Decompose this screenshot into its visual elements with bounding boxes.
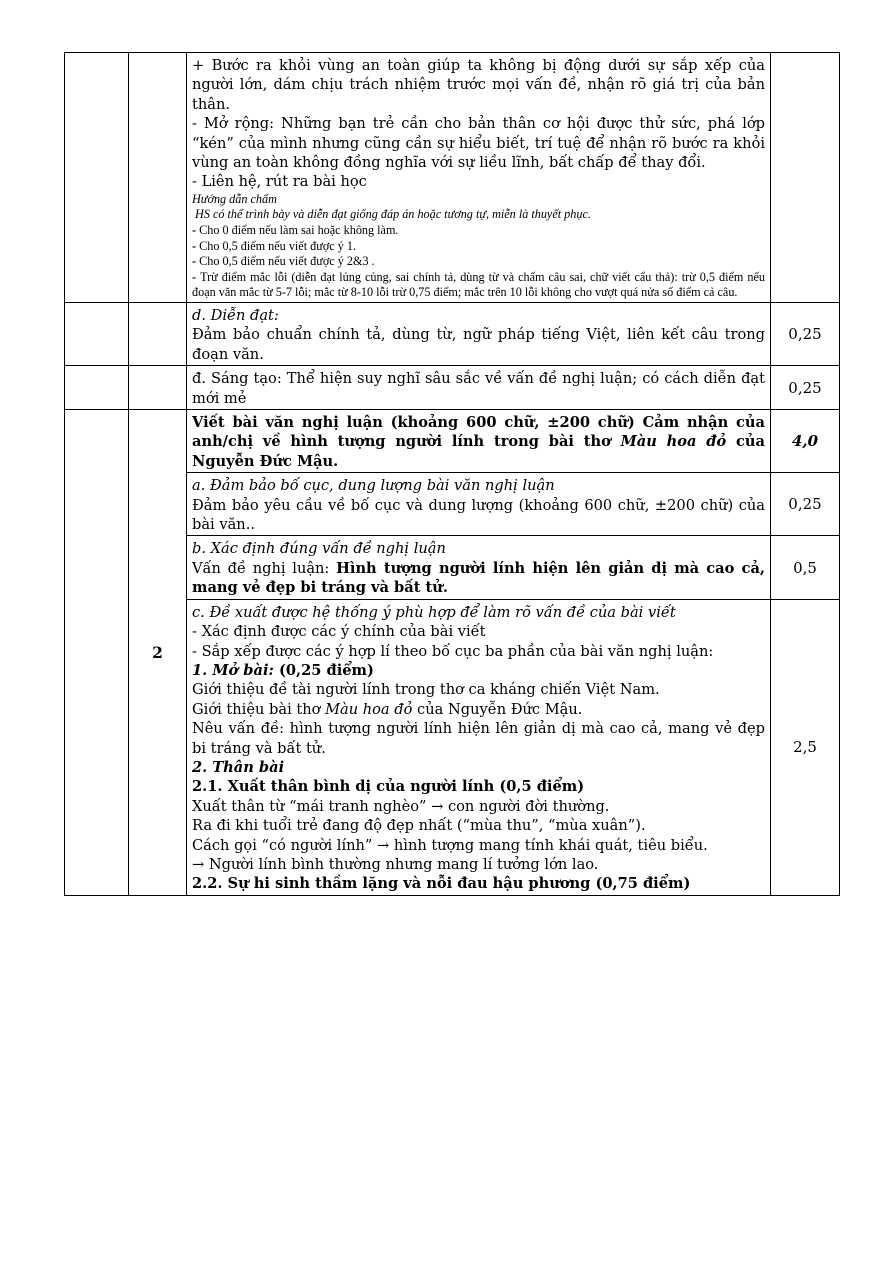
criterion-heading: c. Đề xuất được hệ thống ý phù hợp để làm rõ vấn đề của bài viết	[192, 603, 676, 621]
criterion-text: Vấn đề nghị luận: Hình tượng người lính hiện lên giản dị mà cao cả, mang vẻ đẹp bi tráng và bất tử.	[192, 559, 765, 597]
row-question-2	[65, 410, 840, 473]
content-cell	[187, 473, 771, 536]
guide-line: - Cho 0 điểm nếu làm sai hoặc không làm.	[192, 223, 399, 238]
question-number: 2	[129, 410, 187, 896]
content-cell	[187, 53, 771, 303]
text-line: Giới thiệu đề tài người lính trong thơ ca kháng chiến Việt Nam.	[192, 681, 660, 699]
subsection-heading: 2.1. Xuất thân bình dị của người lính (0,5 điểm)	[192, 778, 585, 796]
text-line: Xuất thân từ “mái tranh nghèo” → con người đời thường.	[192, 797, 610, 815]
content-cell	[187, 536, 771, 599]
criterion-heading: b. Xác định đúng vấn đề nghị luận	[192, 540, 446, 558]
score-cell: 0,25	[771, 473, 840, 536]
total-score: 4,0	[771, 410, 840, 473]
score-cell	[771, 53, 840, 303]
content-cell	[187, 599, 771, 895]
content-cell	[187, 303, 771, 366]
text-line: Ra đi khi tuổi trẻ đang độ đẹp nhất (“mùa thu”, “mùa xuân”).	[192, 817, 646, 835]
content-cell	[187, 366, 771, 410]
subsection-heading: 2.2. Sự hi sinh thầm lặng và nỗi đau hậu phương (0,75 điểm)	[192, 875, 691, 893]
score-cell: 2,5	[771, 599, 840, 895]
section-heading: 2. Thân bài	[192, 758, 285, 776]
col2-cell	[129, 303, 187, 366]
row-sang-tao	[65, 366, 840, 410]
score-cell: 0,25	[771, 303, 840, 366]
question-prompt: Viết bài văn nghị luận (khoảng 600 chữ, ±200 chữ) Cảm nhận của anh/chị về hình tượng người lính trong bài thơ Màu hoa đỏ của Nguyễn Đức Mậu.	[192, 414, 765, 470]
criterion-text: đ. Sáng tạo: Thể hiện suy nghĩ sâu sắc về vấn đề nghị luận; có cách diễn đạt mới mẻ	[192, 370, 765, 407]
col1-cell	[65, 303, 129, 366]
text-line: - Sắp xếp được các ý hợp lí theo bố cục ba phần của bài văn nghị luận:	[192, 642, 714, 660]
col1-cell	[65, 410, 129, 896]
text-line: - Mở rộng: Những bạn trẻ cần cho bản thân cơ hội được thử sức, phá lớp “kén” của mình nhưng cũng cần sự hiểu biết, trí tuệ để nhận rõ bước ra khỏi vùng an toàn không đồng nghĩa với sự liều lĩnh, bất chấp để thay đổi.	[192, 115, 765, 172]
text-line: Giới thiệu bài thơ Màu hoa đỏ của Nguyễn Đức Mậu.	[192, 700, 583, 718]
grading-table	[64, 52, 840, 896]
score-cell: 0,5	[771, 536, 840, 599]
text-line: → Người lính bình thường nhưng mang lí tưởng lớn lao.	[192, 855, 599, 873]
criterion-text: Đảm bảo yêu cầu về bố cục và dung lượng (khoảng 600 chữ, ±200 chữ) của bài văn..	[192, 496, 765, 534]
guide-title: Hướng dẫn chấm	[192, 191, 277, 206]
row-dien-dat	[65, 303, 840, 366]
col1-cell	[65, 53, 129, 303]
text-line: Nêu vấn đề: hình tượng người lính hiện lên giản dị mà cao cả, mang vẻ đẹp bi tráng và bất tử.	[192, 720, 765, 757]
guide-intro: HS có thể trình bày và diễn đạt giống đáp án hoặc tương tự, miễn là thuyết phục.	[195, 207, 591, 222]
row-extension	[65, 53, 840, 303]
text-line: Cách gọi “có người lính” → hình tượng mang tính khái quát, tiêu biểu.	[192, 836, 708, 854]
text-line: - Xác định được các ý chính của bài viết	[192, 623, 486, 641]
col2-cell	[129, 366, 187, 410]
criterion-heading: a. Đảm bảo bố cục, dung lượng bài văn nghị luận	[192, 477, 555, 495]
score-cell: 0,25	[771, 366, 840, 410]
text-line: + Bước ra khỏi vùng an toàn giúp ta không bị động dưới sự sắp xếp của người lớn, dám chịu trách nhiệm trước mọi vấn đề, nhận rõ giá trị của bản thân.	[192, 57, 765, 113]
criterion-text: Đảm bảo chuẩn chính tả, dùng từ, ngữ pháp tiếng Việt, liên kết câu trong đoạn văn.	[192, 326, 765, 363]
text-line: - Liên hệ, rút ra bài học	[192, 173, 367, 191]
guide-line: - Cho 0,5 điểm nếu viết được ý 1.	[192, 238, 357, 253]
criterion-heading: d. Diễn đạt:	[192, 307, 279, 324]
guide-line: - Cho 0,5 điểm nếu viết được ý 2&3 .	[192, 254, 375, 269]
col2-cell	[129, 53, 187, 303]
content-cell	[187, 410, 771, 473]
section-heading: 1. Mở bài: (0,25 điểm)	[192, 661, 374, 679]
col1-cell	[65, 366, 129, 410]
guide-line: - Trừ điểm mắc lỗi (diễn đạt lủng củng, sai chính tả, dùng từ và chấm câu sai, chữ viết cẩu thả): trừ 0,5 điểm nếu đoạn văn mắc từ 5-7 lỗi; mắc từ 8-10 lỗi trừ 0,75 điểm; mắc trên 10 lỗi không cho vượt quá nửa số điểm cả câu.	[192, 269, 765, 300]
